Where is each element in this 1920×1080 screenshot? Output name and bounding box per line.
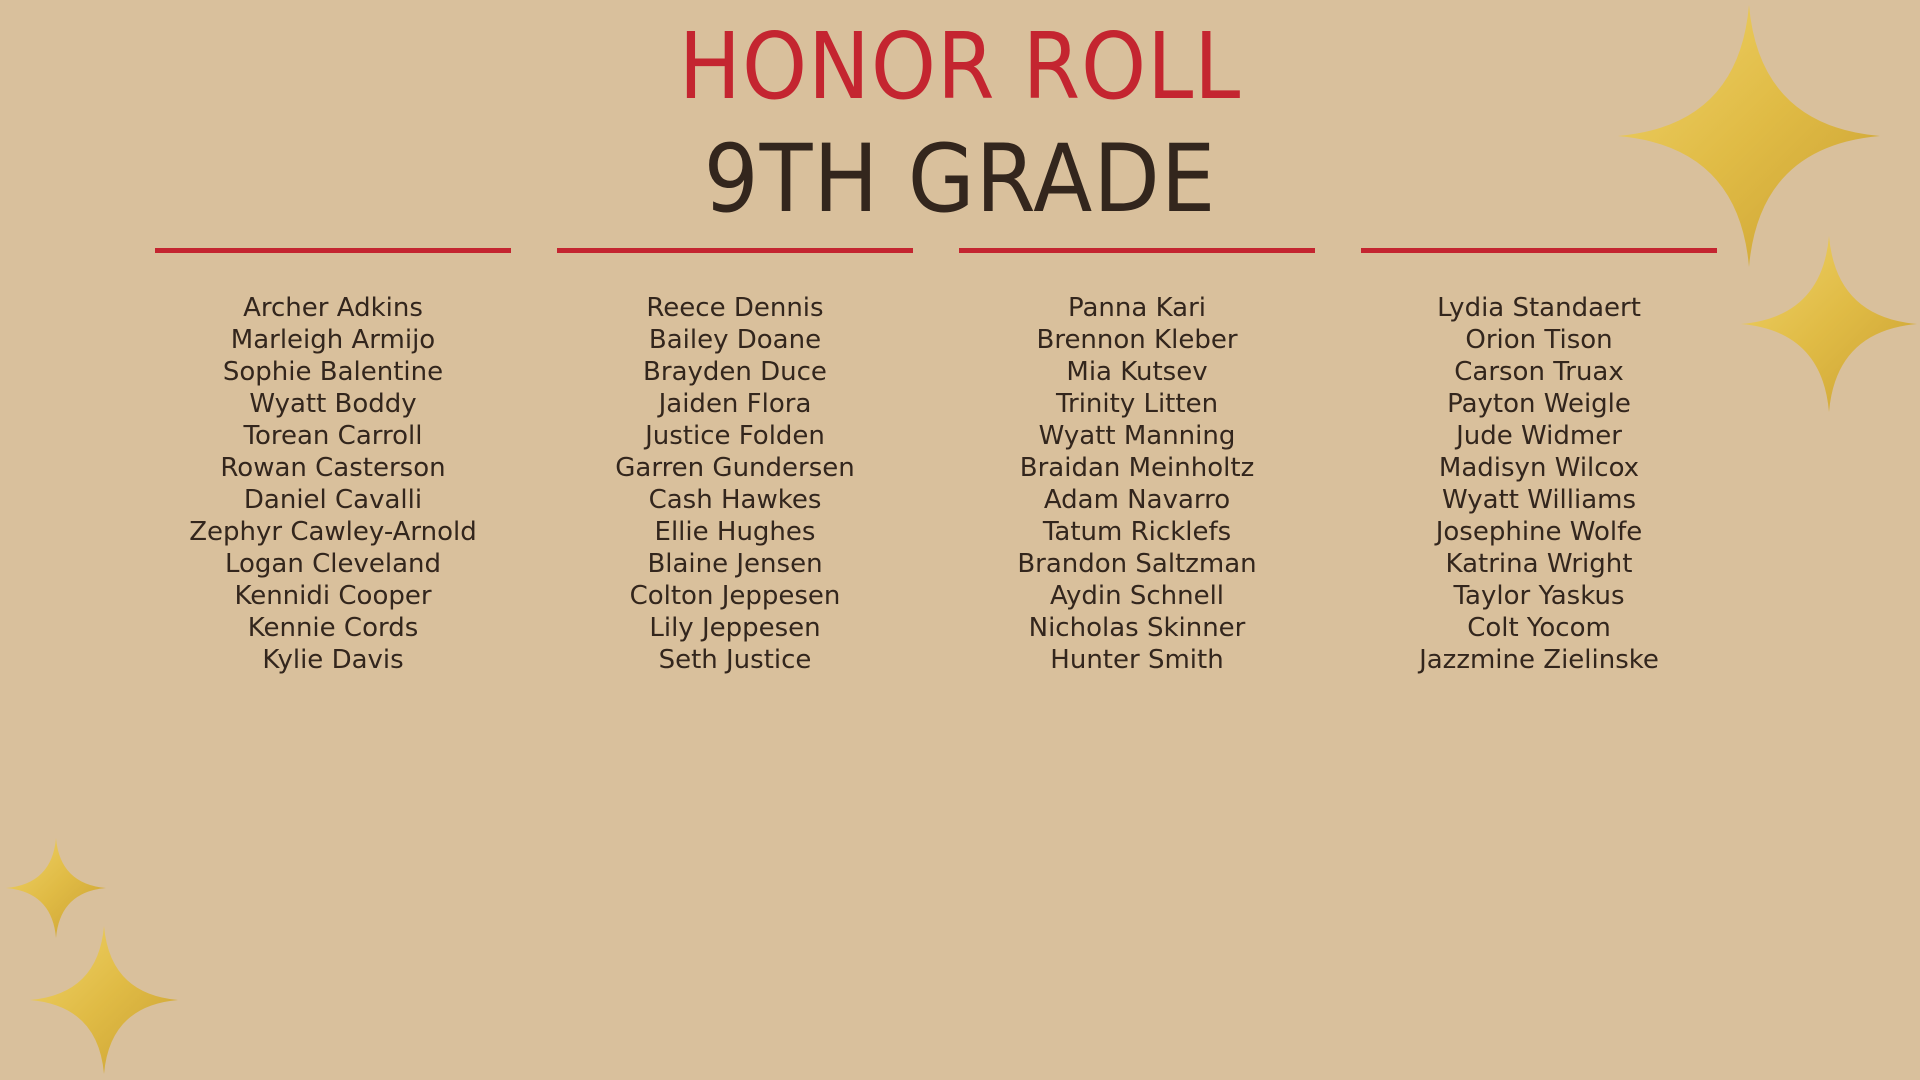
student-name: Brayden Duce xyxy=(643,357,827,387)
name-column-3 xyxy=(959,248,1315,676)
student-name: Wyatt Manning xyxy=(1038,421,1236,451)
student-name: Taylor Yaskus xyxy=(1453,581,1625,611)
student-name: Archer Adkins xyxy=(243,293,423,323)
student-name: Aydin Schnell xyxy=(1049,581,1225,611)
student-name: Logan Cleveland xyxy=(224,549,441,579)
student-name: Trinity Litten xyxy=(1055,389,1219,419)
name-column-1 xyxy=(155,248,511,676)
name-column-2 xyxy=(557,248,913,676)
student-name: Adam Navarro xyxy=(1043,485,1231,515)
student-name: Justice Folden xyxy=(645,421,825,451)
student-name: Madisyn Wilcox xyxy=(1438,453,1640,483)
student-name: Colt Yocom xyxy=(1467,613,1611,643)
student-name: Blaine Jensen xyxy=(647,549,823,579)
sparkle-icon xyxy=(30,922,178,1078)
student-name: Hunter Smith xyxy=(1050,645,1224,675)
student-name: Torean Carroll xyxy=(243,421,423,451)
student-name: Payton Weigle xyxy=(1447,389,1631,419)
student-name: Bailey Doane xyxy=(648,325,822,355)
name-list xyxy=(557,292,913,676)
student-name: Ellie Hughes xyxy=(654,517,816,547)
student-name: Braidan Meinholtz xyxy=(1019,453,1255,483)
student-name: Jazzmine Zielinske xyxy=(1419,645,1659,675)
student-name: Brennon Kleber xyxy=(1036,325,1238,355)
column-divider xyxy=(557,248,913,253)
name-list xyxy=(155,292,511,676)
student-name: Marleigh Armijo xyxy=(230,325,436,355)
student-name: Sophie Balentine xyxy=(222,357,444,387)
column-divider xyxy=(959,248,1315,253)
page-title: HONOR ROLL xyxy=(678,13,1242,120)
student-name: Wyatt Boddy xyxy=(249,389,417,419)
student-name: Brandon Saltzman xyxy=(1017,549,1257,579)
student-name: Zephyr Cawley-Arnold xyxy=(189,517,477,547)
student-name: Reece Dennis xyxy=(646,293,824,323)
student-name: Colton Jeppesen xyxy=(629,581,841,611)
student-name: Kennidi Cooper xyxy=(234,581,432,611)
student-name: Katrina Wright xyxy=(1445,549,1633,579)
student-name: Seth Justice xyxy=(658,645,812,675)
student-name: Lily Jeppesen xyxy=(649,613,821,643)
column-divider xyxy=(1361,248,1717,253)
student-name: Wyatt Williams xyxy=(1441,485,1637,515)
column-divider xyxy=(155,248,511,253)
student-name: Mia Kutsev xyxy=(1066,357,1208,387)
student-name: Orion Tison xyxy=(1465,325,1613,355)
student-name: Daniel Cavalli xyxy=(243,485,423,515)
name-list xyxy=(959,292,1315,676)
honor-roll-columns xyxy=(0,248,1920,708)
student-name: Carson Truax xyxy=(1454,357,1624,387)
student-name: Garren Gundersen xyxy=(615,453,855,483)
student-name: Josephine Wolfe xyxy=(1435,517,1643,547)
student-name: Lydia Standaert xyxy=(1437,293,1641,323)
student-name: Kennie Cords xyxy=(247,613,419,643)
student-name: Cash Hawkes xyxy=(648,485,822,515)
student-name: Panna Kari xyxy=(1067,293,1207,323)
name-column-4 xyxy=(1361,248,1717,676)
student-name: Jude Widmer xyxy=(1456,421,1622,451)
name-list xyxy=(1361,292,1717,676)
page-subtitle: 9TH GRADE xyxy=(703,125,1217,234)
student-name: Nicholas Skinner xyxy=(1028,613,1246,643)
student-name: Jaiden Flora xyxy=(658,389,812,419)
student-name: Rowan Casterson xyxy=(220,453,446,483)
student-name: Kylie Davis xyxy=(262,645,404,675)
student-name: Tatum Ricklefs xyxy=(1042,517,1232,547)
